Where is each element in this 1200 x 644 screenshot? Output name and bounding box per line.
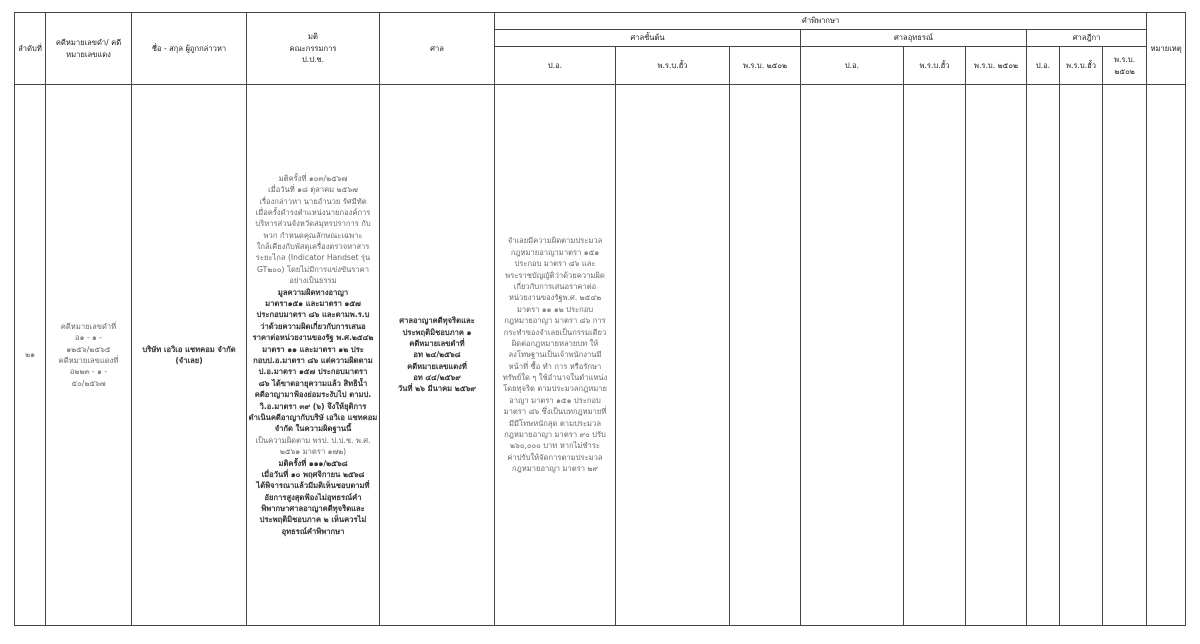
resolution-line: ประพฤติมิชอบภาค ๒ เห็นควรไม่: [259, 515, 367, 525]
row-appeal-pa: [801, 85, 904, 626]
verdict-line: มีมีโทษหนักสุด ตามประมวล: [509, 418, 601, 428]
header-resolution-line2: คณะกรรมการ: [289, 43, 337, 53]
verdict-line: กฎหมายอาญา มาตรา ๘๖ การ: [504, 316, 606, 326]
resolution-line: มูลความผิดทางอาญา: [277, 287, 349, 297]
resolution-line: มาตรา ๑๑ และมาตรา ๑๒ ประ: [262, 344, 364, 354]
verdict-line: ทรัพย์ใด ๆ ใช้อำนาจในตำแหน่ง: [502, 373, 608, 383]
verdict-line: อาญา มาตรา ๑๕๑ ประกอบ: [509, 395, 601, 405]
row-supreme-pr-bid: [1060, 85, 1103, 626]
header-supreme-pr-2502-l1: พ.ร.บ.: [1113, 55, 1136, 65]
verdict-line: กฎหมายอาญา มาตรา ๒๙: [512, 464, 598, 474]
court-line: อท ๔๔/๒๕๖๙: [413, 373, 461, 383]
resolution-line: คดีอาญามาฟ้องย่อมระงับไป ตามป.: [254, 390, 372, 400]
resolution-line: อัยการสูงสุดฟ้องไม่อุทธรณ์คำ: [264, 492, 362, 502]
row-seq: ๒๑: [15, 85, 46, 626]
header-supreme-pr-2502: [1103, 47, 1147, 85]
row-first-pa: [495, 85, 616, 626]
verdict-line: พระราชบัญญัติว่าด้วยความผิด: [505, 270, 605, 280]
row-appeal-pr-bid: [904, 85, 966, 626]
verdict-line: โดยทุจริต ตามประมวลกฎหมาย: [503, 384, 607, 394]
resolution-line: เมื่อวันที่ ๑๘ ตุลาคม ๒๕๖๗: [268, 185, 358, 195]
header-appeal-pr-2502: พ.ร.บ. ๒๕๐๒: [966, 47, 1027, 85]
header-court-supreme: ศาลฎีกา: [1027, 30, 1147, 47]
resolution-line: บริหารส่วนจังหวัดสมุทรปราการ กับ: [255, 219, 371, 229]
header-accused: ชื่อ - สกุล ผู้ถูกกล่าวหา: [132, 13, 247, 85]
verdict-line: ลงโทษฐานเป็นเจ้าพนักงานมี: [508, 350, 602, 360]
accused-line: บริษัท เอวิเอ แชทคอม จำกัด: [142, 344, 236, 354]
verdict-line: ค่าปรับให้จัดการตามประมวล: [507, 452, 603, 462]
resolution-line: เป็นความผิดตาม พรป. ป.ป.ช. พ.ศ.: [255, 435, 371, 445]
header-resolution-line3: ป.ป.ช.: [301, 55, 325, 65]
resolution-line: ได้พิจารณาแล้วมีมติเห็นชอบตามที่: [256, 481, 370, 491]
header-court: ศาล: [380, 13, 495, 85]
resolution-line: ๘๖ ได้ขาดอายุความแล้ว สิทธิน้ำ: [258, 378, 368, 388]
resolution-line: ระยะไกล (Indicator Handset รุ่น: [255, 253, 371, 263]
court-line: คดีหมายเลขดำที่: [409, 338, 465, 348]
header-appeal-pr-bid: พ.ร.บ.ฮั้ว: [904, 47, 966, 85]
verdict-line: กฎหมายอาญา มาตรา ๙๐ ปรับ: [504, 430, 606, 440]
header-resolution: [247, 13, 380, 85]
court-line: วันที่ ๒๖ มีนาคม ๒๕๖๙: [398, 384, 476, 394]
verdict-line: ประกอบ มาตรา ๘๖ และ: [514, 259, 596, 269]
resolution-line: พวก กำหนดคุณลักษณะเฉพาะ: [263, 230, 363, 240]
row-supreme-pa: [1027, 85, 1060, 626]
resolution-line: ใกล้เคียงกับพัสดุเครื่องตรวจหาสาร: [256, 242, 370, 252]
resolution-line: มติครั้งที่ ๑๐๓/๒๕๖๗: [278, 173, 348, 183]
header-court-appeal: ศาลอุทธรณ์: [801, 30, 1027, 47]
verdict-line: มาตรา ๑๑ ๑๒ ประกอบ: [516, 304, 594, 314]
header-resolution-line1: มติ: [308, 32, 318, 42]
verdict-line: ๒๖๐,๐๐๐ บาท หากไม่ชำระ: [510, 441, 600, 451]
row-remarks: [1147, 85, 1186, 626]
court-line: อท ๒๔/๒๕๖๘: [413, 350, 461, 360]
header-first-pa: ป.อ.: [495, 47, 616, 85]
resolution-line: เมื่อวันที่ ๑๐ พฤศจิกายน ๒๕๖๘: [261, 469, 365, 479]
resolution-line: ๒๕๖๑ มาตรา ๑๗๒): [279, 447, 347, 457]
case-number-line: ๕๐/๒๕๖๗: [71, 378, 106, 388]
row-resolution: [247, 85, 380, 626]
court-line: ประพฤติมิชอบภาค ๑: [402, 327, 472, 337]
resolution-line: ประกอบมาตรา ๘๖ และตามพ.ร.บ: [256, 310, 370, 320]
resolution-line: ราคาต่อหน่วยงานของรัฐ พ.ศ.๒๕๔๒: [252, 333, 374, 343]
resolution-line: อุทธรณ์คำพิพากษา: [281, 526, 345, 536]
resolution-line: อย่างเป็นธรรม: [289, 276, 337, 286]
case-number-line: อ๒๒๓ - ๑ -: [69, 367, 108, 377]
header-appeal-pa: ป.อ.: [801, 47, 904, 85]
case-number-line: คดีหมายเลขดำที่: [60, 321, 117, 331]
case-number-line: อ๑ - ๑ -: [75, 333, 102, 343]
court-line: ศาลอาญาคดีทุจริตและ: [399, 316, 475, 326]
case-number-line: คดีหมายเลขแดงที่: [58, 356, 119, 365]
header-court-first: ศาลชั้นต้น: [495, 30, 801, 47]
header-seq: ลำดับที่: [15, 13, 46, 85]
resolution-line: วิ.อ.มาตรา ๓๙ (๖) จึงให้ยุติการ: [259, 401, 367, 411]
resolution-line: จำกัด ในความผิดฐานนี้: [274, 424, 352, 434]
court-line: คดีหมายเลขแดงที่: [407, 361, 467, 371]
verdict-line: จำเลยมีความผิดตามประมวล: [507, 236, 603, 246]
verdict-line: ผิดต่อกฎหมายหลายบท ให้: [511, 338, 599, 348]
resolution-line: ว่าด้วยความผิดเกี่ยวกับการเสนอ: [260, 321, 366, 331]
row-appeal-pr-2502: [966, 85, 1027, 626]
resolution-line: GT๒๐๐) โดยไม่มีการแข่งขันราคา: [257, 264, 369, 274]
header-supreme-pr-bid: พ.ร.บ.ฮั้ว: [1060, 47, 1103, 85]
verdict-line: กระทำของจำเลยเป็นกรรมเดียว: [503, 327, 607, 337]
header-supreme-pr-2502-l2: ๒๕๐๒: [1114, 66, 1135, 76]
resolution-line: ดำเนินคดีอาญากับบริษั เอวิเอ แชทคอม: [248, 412, 378, 422]
header-verdict: คำพิพากษา: [495, 13, 1147, 30]
row-accused: [132, 85, 247, 626]
resolution-line: ป.อ.มาตรา ๑๕๗ ประกอบมาตรา: [258, 367, 368, 377]
verdict-line: หน่วยงานของรัฐพ.ศ. ๒๕๔๒: [508, 293, 602, 303]
resolution-line: มติครั้งที่ ๑๑๑/๒๕๖๘: [278, 458, 348, 468]
row-first-pr-bid: [616, 85, 730, 626]
case-table: [14, 12, 1186, 626]
header-first-pr-bid: พ.ร.บ.ฮั้ว: [616, 47, 730, 85]
verdict-line: มาตรา ๘๖ ซึ่งเป็นบทกฎหมายที่: [503, 407, 607, 417]
resolution-line: มาตรา๑๕๑ และมาตรา ๑๕๗: [265, 299, 361, 309]
verdict-line: เกี่ยวกับการเสนอราคาต่อ: [513, 281, 597, 291]
verdict-line: หน้าที่ ซื้อ ทำ การ หรือรักษา: [508, 361, 602, 371]
resolution-line: เรื่องกล่าวหา นายอำนวย รัศมีทัต: [259, 196, 367, 206]
row-court: [380, 85, 495, 626]
resolution-line: กอบป.อ.มาตรา ๘๖ แต่ความผิดตาม: [253, 356, 373, 365]
verdict-line: กฎหมายอาญามาตรา ๑๕๑: [510, 247, 600, 257]
row-case-no: [46, 85, 132, 626]
header-remarks: หมายเหตุ: [1147, 13, 1186, 85]
case-number-line: ๑๒๕๖/๒๕๖๕: [66, 344, 111, 354]
row-supreme-pr-2502: [1103, 85, 1147, 626]
header-case-no: คดีหมายเลขดำ/ คดีหมายเลขแดง: [46, 13, 132, 85]
table-row: [15, 85, 1186, 626]
header-supreme-pa: ป.อ.: [1027, 47, 1060, 85]
accused-line: (จำเลย): [175, 356, 203, 365]
row-first-pr-2502: [730, 85, 801, 626]
header-first-pr-2502: พ.ร.บ. ๒๕๐๒: [730, 47, 801, 85]
resolution-line: พิพากษาศาลอาญาคดีทุจริตและ: [261, 504, 365, 514]
resolution-line: เมื่อครั้งดำรงตำแหน่งนายกองค์การ: [255, 207, 371, 217]
